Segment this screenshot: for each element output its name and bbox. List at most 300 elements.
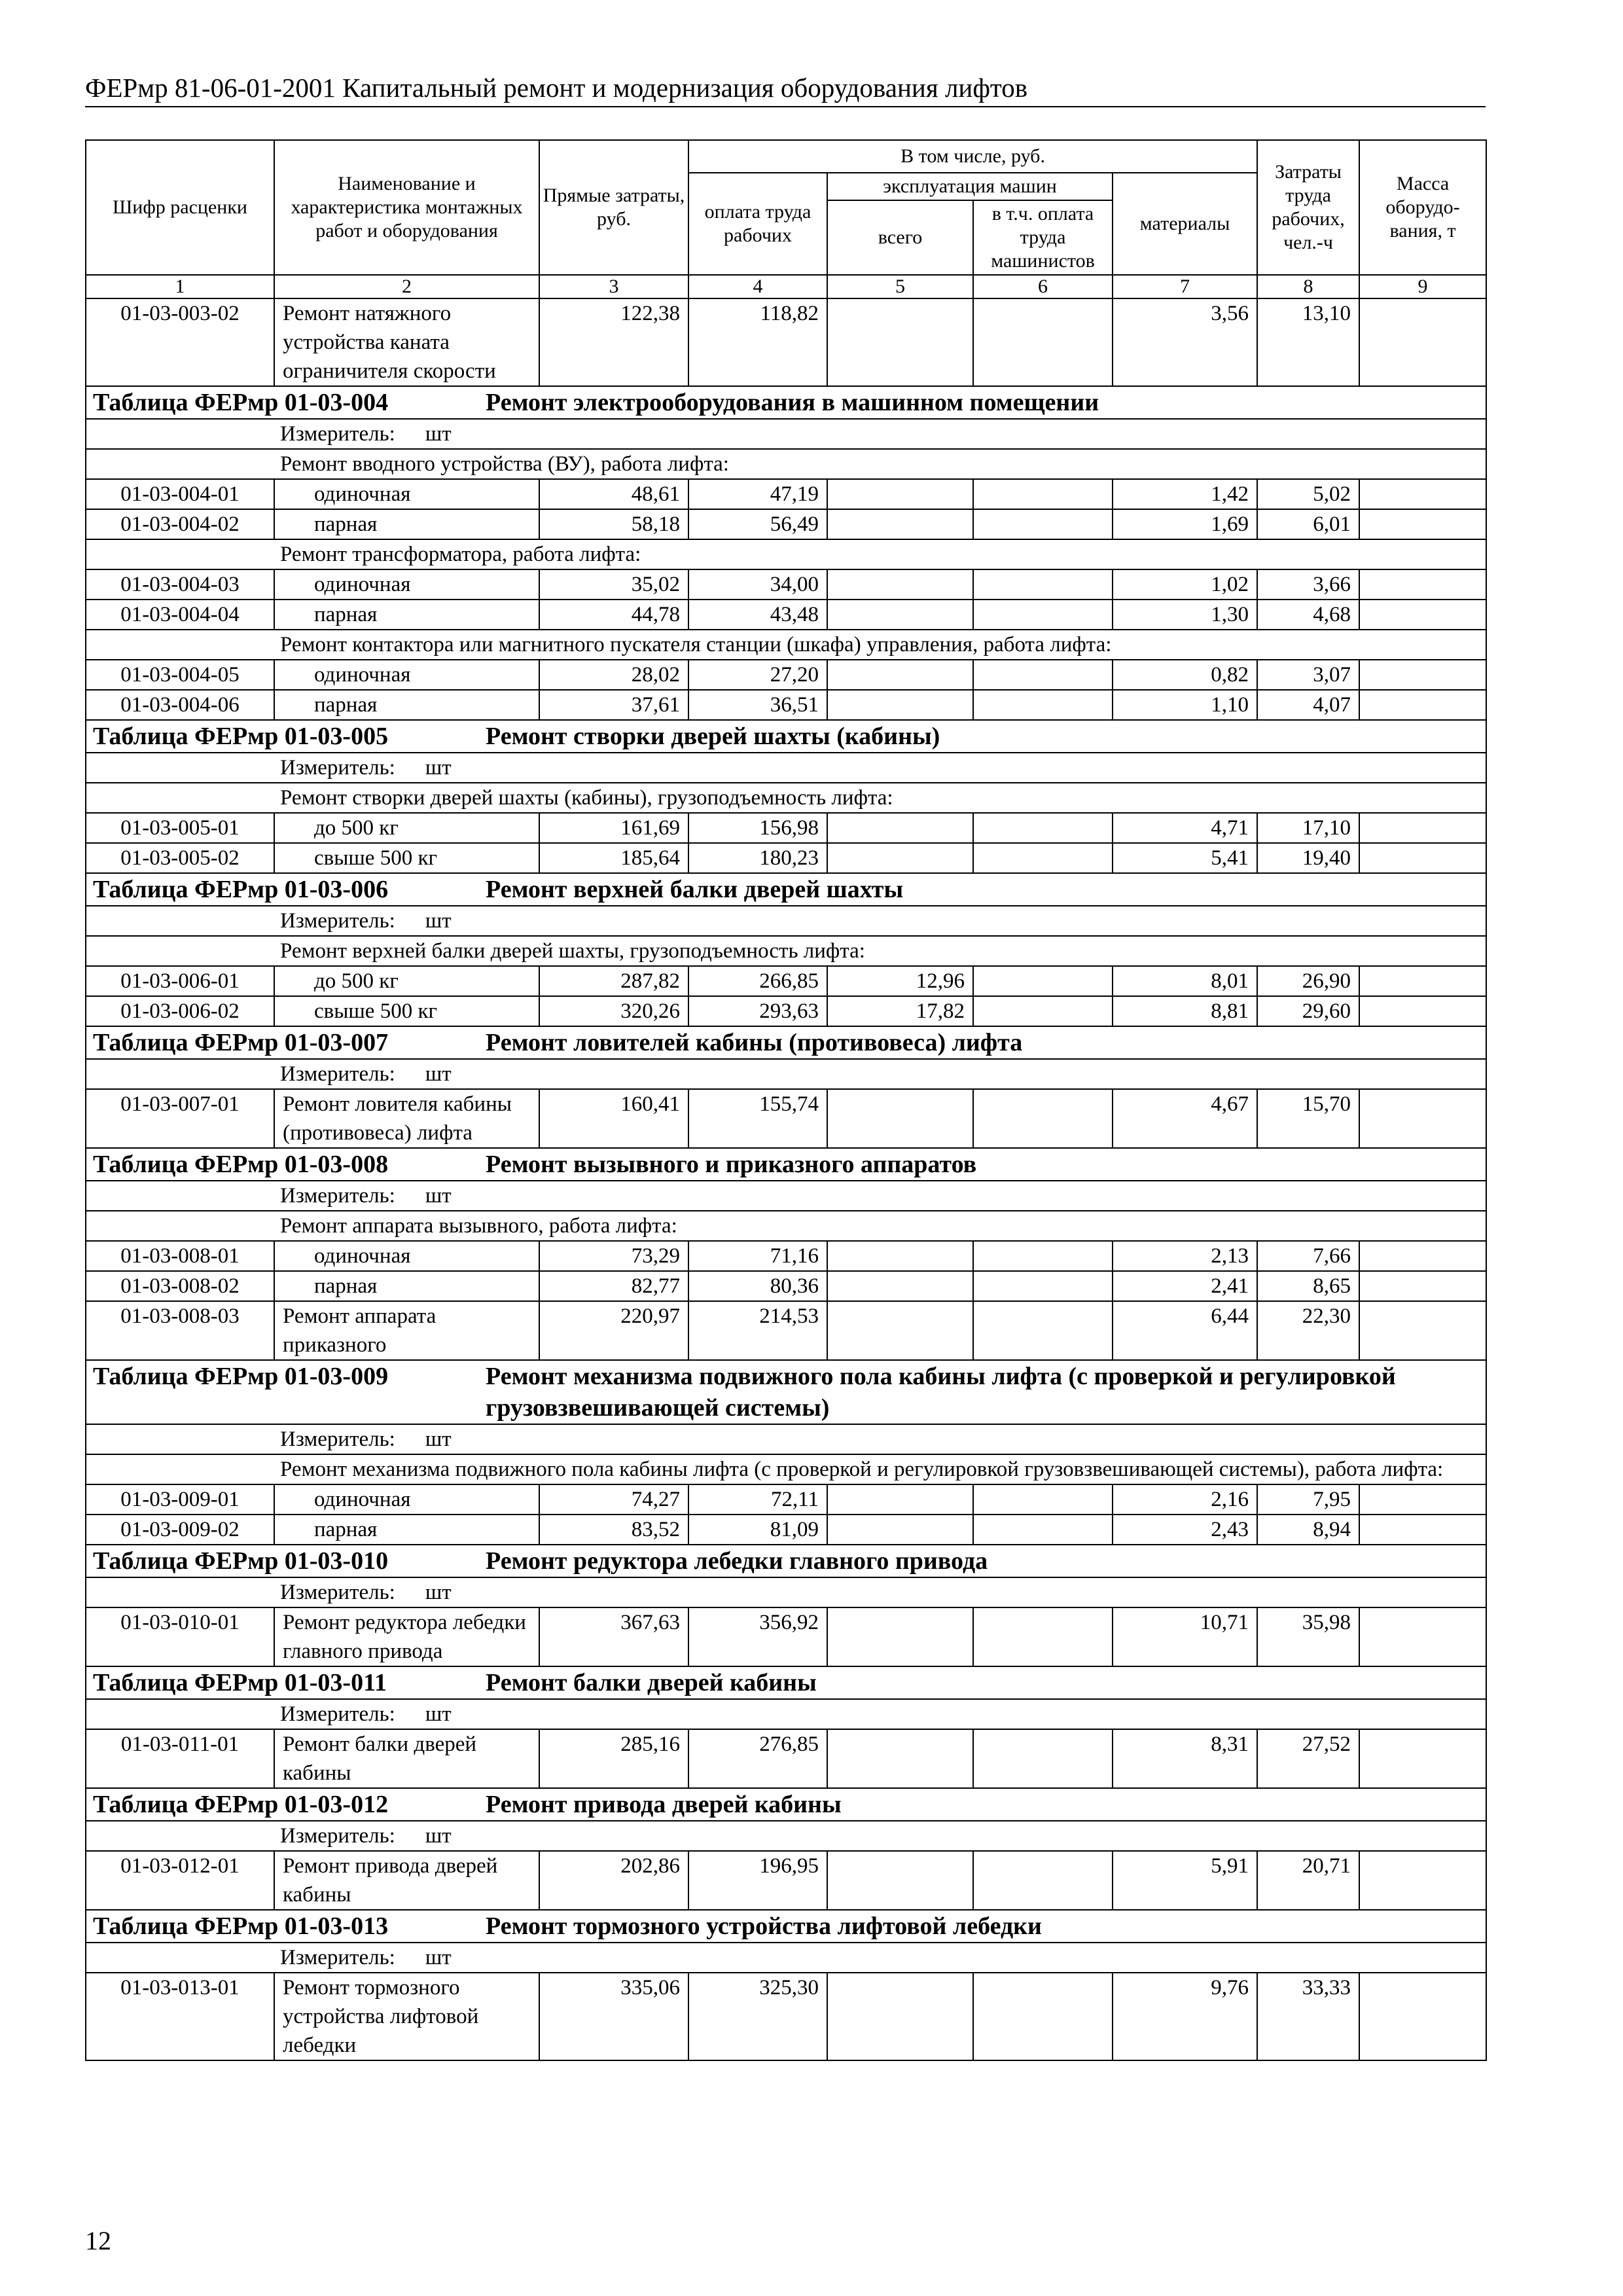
table-row bbox=[86, 813, 1486, 843]
col-labor-pay-header: оплата труда рабочих bbox=[688, 173, 827, 275]
cell-direct: 82,77 bbox=[539, 1271, 688, 1301]
table-section-title bbox=[86, 1360, 1486, 1424]
cell-direct: 285,16 bbox=[539, 1729, 688, 1788]
rate-code: 01-03-006-01 bbox=[86, 966, 274, 996]
cell-mat: 0,82 bbox=[1113, 660, 1257, 690]
cell-labor: 156,98 bbox=[688, 813, 827, 843]
cell-mtotal bbox=[827, 600, 973, 630]
section-code: Таблица ФЕРмр 01-03-007 bbox=[93, 1029, 389, 1056]
table-row bbox=[86, 843, 1486, 873]
table-row bbox=[86, 690, 1486, 720]
cell-mtotal bbox=[827, 1607, 973, 1666]
section-title: Ремонт редуктора лебедки главного привода bbox=[486, 1547, 988, 1575]
col-labor-cost-header: Затраты труда рабочих, чел.-ч bbox=[1257, 140, 1359, 275]
rate-code: 01-03-004-02 bbox=[86, 509, 274, 539]
cell-mass bbox=[1359, 298, 1486, 386]
cell-mat: 2,41 bbox=[1113, 1271, 1257, 1301]
cell-mtotal bbox=[827, 843, 973, 873]
table-section-title bbox=[86, 1788, 1486, 1821]
cell-direct: 202,86 bbox=[539, 1851, 688, 1910]
meter-label: Измеритель: bbox=[280, 756, 395, 780]
cell-mat: 2,13 bbox=[1113, 1241, 1257, 1271]
cell-direct: 74,27 bbox=[539, 1484, 688, 1515]
cell-labor: 81,09 bbox=[688, 1515, 827, 1545]
rate-code: 01-03-013-01 bbox=[86, 1973, 274, 2060]
meter-unit: шт bbox=[425, 756, 452, 780]
cell-mat: 8,01 bbox=[1113, 966, 1257, 996]
section-title-cell bbox=[86, 720, 1486, 753]
section-title-cell bbox=[86, 1788, 1486, 1821]
rate-code: 01-03-009-02 bbox=[86, 1515, 274, 1545]
cell-mpay bbox=[973, 479, 1113, 509]
cell-mtotal: 17,82 bbox=[827, 996, 973, 1026]
cell-lcost: 15,70 bbox=[1257, 1089, 1359, 1148]
cell-direct: 37,61 bbox=[539, 690, 688, 720]
meter-row bbox=[86, 753, 1486, 783]
meter-unit: шт bbox=[425, 1824, 452, 1848]
table-row bbox=[86, 298, 1486, 386]
cell-labor: 325,30 bbox=[688, 1973, 827, 2060]
cell-mpay bbox=[973, 600, 1113, 630]
cell-mass bbox=[1359, 1271, 1486, 1301]
cell-mtotal bbox=[827, 569, 973, 600]
section-code: Таблица ФЕРмр 01-03-009 bbox=[93, 1363, 389, 1390]
meter-label: Измеритель: bbox=[280, 1702, 395, 1726]
col-number: 7 bbox=[1113, 275, 1257, 298]
col-including-header: В том числе, руб. bbox=[688, 140, 1257, 173]
column-numbers-row bbox=[86, 275, 1486, 298]
section-code: Таблица ФЕРмр 01-03-005 bbox=[93, 723, 389, 750]
meter-row bbox=[86, 906, 1486, 936]
meter-row bbox=[86, 1424, 1486, 1454]
cell-labor: 266,85 bbox=[688, 966, 827, 996]
meter-unit: шт bbox=[425, 1946, 452, 1969]
cell-mtotal bbox=[827, 660, 973, 690]
rate-code: 01-03-012-01 bbox=[86, 1851, 274, 1910]
cell-direct: 83,52 bbox=[539, 1515, 688, 1545]
cell-labor: 34,00 bbox=[688, 569, 827, 600]
cell-mtotal bbox=[827, 1271, 973, 1301]
cell-mtotal bbox=[827, 1515, 973, 1545]
cell-mpay bbox=[973, 509, 1113, 539]
section-code: Таблица ФЕРмр 01-03-013 bbox=[93, 1912, 389, 1940]
cell-direct: 35,02 bbox=[539, 569, 688, 600]
cell-mpay bbox=[973, 1973, 1113, 2060]
work-name: свыше 500 кг bbox=[274, 996, 539, 1026]
meter-label: Измеритель: bbox=[280, 422, 395, 446]
cell-lcost: 4,68 bbox=[1257, 600, 1359, 630]
cell-mpay bbox=[973, 996, 1113, 1026]
cell-labor: 80,36 bbox=[688, 1271, 827, 1301]
cell-labor: 356,92 bbox=[688, 1607, 827, 1666]
section-title: Ремонт тормозного устройства лифтовой лебедки bbox=[486, 1912, 1042, 1940]
group-heading: Ремонт аппарата вызывного, работа лифта: bbox=[86, 1211, 1486, 1241]
rate-code: 01-03-005-02 bbox=[86, 843, 274, 873]
table-row bbox=[86, 1484, 1486, 1515]
meter-row bbox=[86, 419, 1486, 449]
table-row bbox=[86, 1851, 1486, 1910]
table-section-title bbox=[86, 1026, 1486, 1059]
cell-direct: 160,41 bbox=[539, 1089, 688, 1148]
cell-mat: 3,56 bbox=[1113, 298, 1257, 386]
meter-cell bbox=[86, 1577, 1486, 1607]
rate-code: 01-03-006-02 bbox=[86, 996, 274, 1026]
cell-labor: 276,85 bbox=[688, 1729, 827, 1788]
cell-mat: 8,81 bbox=[1113, 996, 1257, 1026]
cell-mtotal bbox=[827, 1851, 973, 1910]
cell-mpay bbox=[973, 1301, 1113, 1360]
rate-code: 01-03-004-04 bbox=[86, 600, 274, 630]
section-title: Ремонт механизма подвижного пола кабины лифта (с проверкой и регулировкой грузовзвешивающей системы) bbox=[486, 1363, 1396, 1422]
col-number: 3 bbox=[539, 275, 688, 298]
cell-mtotal bbox=[827, 1301, 973, 1360]
col-number: 5 bbox=[827, 275, 973, 298]
work-name: Ремонт привода дверей кабины bbox=[274, 1851, 539, 1910]
cell-mpay bbox=[973, 1607, 1113, 1666]
section-title: Ремонт электрооборудования в машинном помещении bbox=[486, 389, 1099, 416]
cell-mass bbox=[1359, 1729, 1486, 1788]
meter-row bbox=[86, 1943, 1486, 1973]
section-title-cell bbox=[86, 1026, 1486, 1059]
section-title: Ремонт привода дверей кабины bbox=[486, 1791, 842, 1818]
group-heading-row bbox=[86, 783, 1486, 813]
group-heading: Ремонт механизма подвижного пола кабины лифта (с проверкой и регулировкой грузовзвешивающей системы), работа лифта: bbox=[86, 1454, 1486, 1484]
group-heading-row bbox=[86, 539, 1486, 569]
rate-code: 01-03-008-01 bbox=[86, 1241, 274, 1271]
cell-mass bbox=[1359, 569, 1486, 600]
cell-lcost: 8,65 bbox=[1257, 1271, 1359, 1301]
cell-direct: 122,38 bbox=[539, 298, 688, 386]
cell-direct: 185,64 bbox=[539, 843, 688, 873]
cell-lcost: 7,95 bbox=[1257, 1484, 1359, 1515]
meter-cell bbox=[86, 419, 1486, 449]
meter-cell bbox=[86, 1181, 1486, 1211]
cell-mass bbox=[1359, 660, 1486, 690]
cell-direct: 335,06 bbox=[539, 1973, 688, 2060]
col-number: 1 bbox=[86, 275, 274, 298]
meter-cell bbox=[86, 1821, 1486, 1851]
work-name: до 500 кг bbox=[274, 966, 539, 996]
work-name: одиночная bbox=[274, 1484, 539, 1515]
cell-lcost: 4,07 bbox=[1257, 690, 1359, 720]
group-heading: Ремонт трансформатора, работа лифта: bbox=[86, 539, 1486, 569]
cell-mpay bbox=[973, 1089, 1113, 1148]
cell-direct: 73,29 bbox=[539, 1241, 688, 1271]
rate-code: 01-03-003-02 bbox=[86, 298, 274, 386]
cell-mat: 1,42 bbox=[1113, 479, 1257, 509]
table-section-title bbox=[86, 1545, 1486, 1577]
meter-label: Измеритель: bbox=[280, 1824, 395, 1848]
cell-mtotal bbox=[827, 509, 973, 539]
col-machines-header: эксплуатация машин bbox=[827, 173, 1113, 200]
cell-mtotal bbox=[827, 1241, 973, 1271]
meter-cell bbox=[86, 1943, 1486, 1973]
meter-row bbox=[86, 1059, 1486, 1089]
col-machines-total-header: всего bbox=[827, 200, 973, 275]
cell-mass bbox=[1359, 1607, 1486, 1666]
table-row bbox=[86, 1729, 1486, 1788]
table-section-title bbox=[86, 1148, 1486, 1181]
cell-lcost: 17,10 bbox=[1257, 813, 1359, 843]
rates-table bbox=[85, 139, 1487, 2061]
table-row bbox=[86, 1301, 1486, 1360]
meter-row bbox=[86, 1181, 1486, 1211]
meter-label: Измеритель: bbox=[280, 1946, 395, 1969]
cell-mpay bbox=[973, 569, 1113, 600]
cell-lcost: 27,52 bbox=[1257, 1729, 1359, 1788]
table-section-title bbox=[86, 720, 1486, 753]
cell-lcost: 26,90 bbox=[1257, 966, 1359, 996]
rate-code: 01-03-007-01 bbox=[86, 1089, 274, 1148]
cell-mat: 1,02 bbox=[1113, 569, 1257, 600]
meter-unit: шт bbox=[425, 909, 452, 933]
section-title-cell bbox=[86, 1545, 1486, 1577]
cell-mass bbox=[1359, 813, 1486, 843]
cell-direct: 220,97 bbox=[539, 1301, 688, 1360]
cell-mtotal bbox=[827, 1729, 973, 1788]
group-heading: Ремонт верхней балки дверей шахты, грузоподъемность лифта: bbox=[86, 936, 1486, 966]
cell-lcost: 35,98 bbox=[1257, 1607, 1359, 1666]
group-heading-row bbox=[86, 1454, 1486, 1484]
meter-row bbox=[86, 1699, 1486, 1729]
section-title-cell bbox=[86, 1360, 1486, 1424]
col-machinists-pay-header: в т.ч. оплата труда машинистов bbox=[973, 200, 1113, 275]
cell-labor: 196,95 bbox=[688, 1851, 827, 1910]
cell-mat: 5,41 bbox=[1113, 843, 1257, 873]
cell-lcost: 20,71 bbox=[1257, 1851, 1359, 1910]
meter-cell bbox=[86, 1059, 1486, 1089]
cell-lcost: 3,66 bbox=[1257, 569, 1359, 600]
meter-unit: шт bbox=[425, 1062, 452, 1086]
meter-cell bbox=[86, 753, 1486, 783]
section-code: Таблица ФЕРмр 01-03-011 bbox=[93, 1669, 387, 1696]
table-row bbox=[86, 996, 1486, 1026]
work-name: Ремонт ловителя кабины (противовеса) лифта bbox=[274, 1089, 539, 1148]
cell-mtotal bbox=[827, 813, 973, 843]
work-name: Ремонт балки дверей кабины bbox=[274, 1729, 539, 1788]
col-number: 2 bbox=[274, 275, 539, 298]
rate-code: 01-03-011-01 bbox=[86, 1729, 274, 1788]
cell-mpay bbox=[973, 1271, 1113, 1301]
cell-mass bbox=[1359, 1089, 1486, 1148]
cell-mat: 2,16 bbox=[1113, 1484, 1257, 1515]
section-title: Ремонт вызывного и приказного аппаратов bbox=[486, 1151, 977, 1178]
cell-direct: 58,18 bbox=[539, 509, 688, 539]
section-title: Ремонт створки дверей шахты (кабины) bbox=[486, 723, 940, 750]
table-section-title bbox=[86, 1910, 1486, 1943]
cell-mat: 4,67 bbox=[1113, 1089, 1257, 1148]
cell-mass bbox=[1359, 509, 1486, 539]
cell-mpay bbox=[973, 843, 1113, 873]
rate-code: 01-03-004-03 bbox=[86, 569, 274, 600]
cell-direct: 161,69 bbox=[539, 813, 688, 843]
col-number: 6 bbox=[973, 275, 1113, 298]
cell-labor: 71,16 bbox=[688, 1241, 827, 1271]
cell-mtotal bbox=[827, 690, 973, 720]
cell-lcost: 3,07 bbox=[1257, 660, 1359, 690]
cell-mass bbox=[1359, 1851, 1486, 1910]
section-title-cell bbox=[86, 873, 1486, 906]
meter-cell bbox=[86, 1424, 1486, 1454]
table-body bbox=[86, 298, 1486, 2060]
group-heading-row bbox=[86, 1211, 1486, 1241]
meter-label: Измеритель: bbox=[280, 1062, 395, 1086]
work-name: свыше 500 кг bbox=[274, 843, 539, 873]
rate-code: 01-03-005-01 bbox=[86, 813, 274, 843]
work-name: парная bbox=[274, 1515, 539, 1545]
work-name: парная bbox=[274, 600, 539, 630]
table-header bbox=[86, 140, 1486, 298]
group-heading: Ремонт вводного устройства (ВУ), работа лифта: bbox=[86, 449, 1486, 479]
work-name: одиночная bbox=[274, 1241, 539, 1271]
cell-lcost: 19,40 bbox=[1257, 843, 1359, 873]
cell-mtotal bbox=[827, 1089, 973, 1148]
cell-lcost: 6,01 bbox=[1257, 509, 1359, 539]
meter-cell bbox=[86, 1699, 1486, 1729]
cell-direct: 320,26 bbox=[539, 996, 688, 1026]
cell-mat: 5,91 bbox=[1113, 1851, 1257, 1910]
cell-mpay bbox=[973, 966, 1113, 996]
group-heading-row bbox=[86, 630, 1486, 660]
cell-lcost: 7,66 bbox=[1257, 1241, 1359, 1271]
work-name: до 500 кг bbox=[274, 813, 539, 843]
cell-mtotal bbox=[827, 1973, 973, 2060]
cell-labor: 72,11 bbox=[688, 1484, 827, 1515]
table-row bbox=[86, 1515, 1486, 1545]
table-row bbox=[86, 1241, 1486, 1271]
work-name: одиночная bbox=[274, 479, 539, 509]
cell-mtotal bbox=[827, 298, 973, 386]
cell-labor: 293,63 bbox=[688, 996, 827, 1026]
cell-mpay bbox=[973, 1729, 1113, 1788]
cell-lcost: 5,02 bbox=[1257, 479, 1359, 509]
meter-label: Измеритель: bbox=[280, 1581, 395, 1604]
meter-unit: шт bbox=[425, 1581, 452, 1604]
table-row bbox=[86, 1607, 1486, 1666]
table-section-title bbox=[86, 1666, 1486, 1699]
cell-labor: 118,82 bbox=[688, 298, 827, 386]
section-code: Таблица ФЕРмр 01-03-006 bbox=[93, 876, 389, 903]
cell-mat: 1,10 bbox=[1113, 690, 1257, 720]
cell-mpay bbox=[973, 1515, 1113, 1545]
cell-mpay bbox=[973, 1484, 1113, 1515]
rate-code: 01-03-004-06 bbox=[86, 690, 274, 720]
section-title-cell bbox=[86, 1666, 1486, 1699]
section-title: Ремонт балки дверей кабины bbox=[486, 1669, 817, 1696]
table-row bbox=[86, 600, 1486, 630]
col-mass-header: Масса оборудо-вания, т bbox=[1359, 140, 1486, 275]
cell-mass bbox=[1359, 1973, 1486, 2060]
cell-mtotal bbox=[827, 479, 973, 509]
cell-mpay bbox=[973, 813, 1113, 843]
rate-code: 01-03-008-02 bbox=[86, 1271, 274, 1301]
table-row bbox=[86, 1271, 1486, 1301]
cell-mpay bbox=[973, 690, 1113, 720]
section-code: Таблица ФЕРмр 01-03-010 bbox=[93, 1547, 389, 1575]
cell-mass bbox=[1359, 1484, 1486, 1515]
cell-labor: 56,49 bbox=[688, 509, 827, 539]
section-title-cell bbox=[86, 1148, 1486, 1181]
meter-unit: шт bbox=[425, 1427, 452, 1451]
rate-code: 01-03-010-01 bbox=[86, 1607, 274, 1666]
cell-labor: 43,48 bbox=[688, 600, 827, 630]
work-name: Ремонт редуктора лебедки главного привода bbox=[274, 1607, 539, 1666]
cell-mat: 1,69 bbox=[1113, 509, 1257, 539]
group-heading: Ремонт створки дверей шахты (кабины), грузоподъемность лифта: bbox=[86, 783, 1486, 813]
work-name: Ремонт натяжного устройства каната ограничителя скорости bbox=[274, 298, 539, 386]
cell-mass bbox=[1359, 996, 1486, 1026]
section-title: Ремонт верхней балки дверей шахты bbox=[486, 876, 904, 903]
cell-mat: 8,31 bbox=[1113, 1729, 1257, 1788]
cell-direct: 48,61 bbox=[539, 479, 688, 509]
meter-unit: шт bbox=[425, 422, 452, 446]
cell-labor: 47,19 bbox=[688, 479, 827, 509]
cell-mass bbox=[1359, 479, 1486, 509]
section-code: Таблица ФЕРмр 01-03-008 bbox=[93, 1151, 389, 1178]
table-row bbox=[86, 966, 1486, 996]
cell-direct: 287,82 bbox=[539, 966, 688, 996]
table-section-title bbox=[86, 873, 1486, 906]
cell-direct: 367,63 bbox=[539, 1607, 688, 1666]
meter-row bbox=[86, 1821, 1486, 1851]
col-name-header: Наименование и характеристика монтажных работ и оборудования bbox=[274, 140, 539, 275]
cell-mpay bbox=[973, 1241, 1113, 1271]
cell-lcost: 33,33 bbox=[1257, 1973, 1359, 2060]
cell-mat: 1,30 bbox=[1113, 600, 1257, 630]
cell-mass bbox=[1359, 843, 1486, 873]
cell-mat: 2,43 bbox=[1113, 1515, 1257, 1545]
col-direct-header: Прямые затраты, руб. bbox=[539, 140, 688, 275]
section-title-cell bbox=[86, 386, 1486, 419]
cell-lcost: 8,94 bbox=[1257, 1515, 1359, 1545]
rate-code: 01-03-004-01 bbox=[86, 479, 274, 509]
col-materials-header: материалы bbox=[1113, 173, 1257, 275]
cell-mass bbox=[1359, 600, 1486, 630]
cell-labor: 27,20 bbox=[688, 660, 827, 690]
col-number: 9 bbox=[1359, 275, 1486, 298]
table-row bbox=[86, 660, 1486, 690]
cell-labor: 214,53 bbox=[688, 1301, 827, 1360]
col-code-header: Шифр расценки bbox=[86, 140, 274, 275]
group-heading-row bbox=[86, 936, 1486, 966]
document-header: ФЕРмр 81-06-01-2001 Капитальный ремонт и модернизация оборудования лифтов bbox=[85, 72, 1486, 107]
cell-mpay bbox=[973, 660, 1113, 690]
work-name: одиночная bbox=[274, 569, 539, 600]
table-row bbox=[86, 509, 1486, 539]
meter-cell bbox=[86, 906, 1486, 936]
cell-labor: 155,74 bbox=[688, 1089, 827, 1148]
rate-code: 01-03-004-05 bbox=[86, 660, 274, 690]
meter-unit: шт bbox=[425, 1184, 452, 1208]
work-name: одиночная bbox=[274, 660, 539, 690]
section-code: Таблица ФЕРмр 01-03-012 bbox=[93, 1791, 389, 1818]
section-code: Таблица ФЕРмр 01-03-004 bbox=[93, 389, 389, 416]
work-name: парная bbox=[274, 509, 539, 539]
table-row bbox=[86, 1973, 1486, 2060]
work-name: парная bbox=[274, 1271, 539, 1301]
cell-direct: 28,02 bbox=[539, 660, 688, 690]
table-row bbox=[86, 479, 1486, 509]
meter-unit: шт bbox=[425, 1702, 452, 1726]
meter-row bbox=[86, 1577, 1486, 1607]
rate-code: 01-03-008-03 bbox=[86, 1301, 274, 1360]
table-row bbox=[86, 569, 1486, 600]
cell-mass bbox=[1359, 1301, 1486, 1360]
work-name: Ремонт аппарата приказного bbox=[274, 1301, 539, 1360]
rate-code: 01-03-009-01 bbox=[86, 1484, 274, 1515]
cell-mtotal bbox=[827, 1484, 973, 1515]
cell-mass bbox=[1359, 1241, 1486, 1271]
